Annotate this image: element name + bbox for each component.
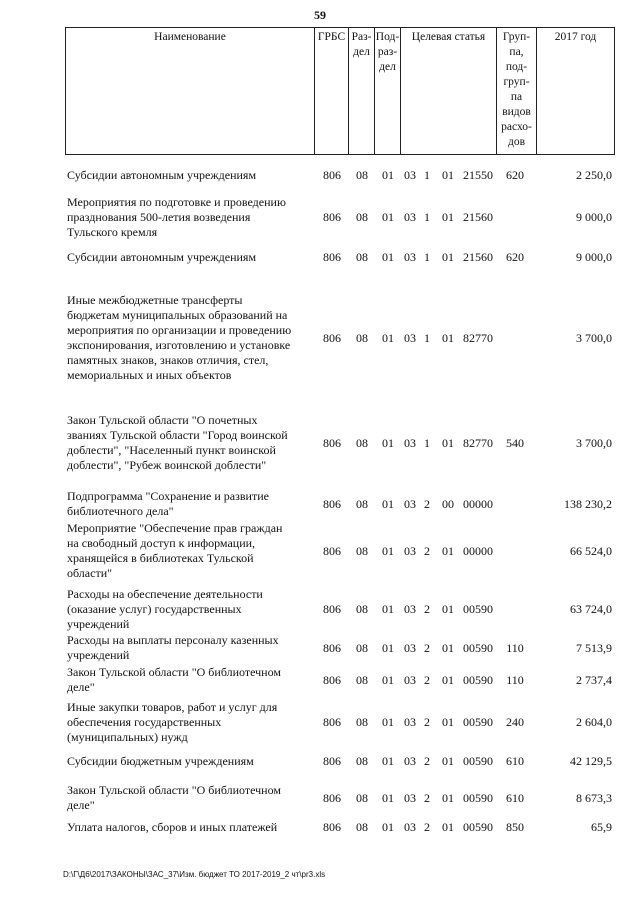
- razdel-cell: 08: [356, 210, 368, 224]
- header-gruppa-line: под-: [505, 61, 528, 73]
- amount-2017-cell: 138 230,2: [564, 497, 612, 511]
- row-name: [67, 489, 309, 519]
- header-gruppa-line: груп-: [503, 76, 530, 88]
- target-article-direction-cell: 00000: [463, 544, 493, 558]
- row-name-line: доблести", "Населенный пункт воинской: [67, 443, 276, 457]
- header-gruppa: [496, 28, 536, 154]
- header-grbs: ГРБС: [314, 28, 348, 154]
- target-article-direction-cell: 00590: [463, 791, 493, 805]
- amount-2017-cell: 9 000,0: [576, 250, 612, 264]
- header-podrazdel: [374, 28, 400, 154]
- target-article-subprogram-cell: 1: [424, 250, 430, 264]
- target-article-direction-cell: 21560: [463, 210, 493, 224]
- target-article-direction-cell: 00590: [463, 715, 493, 729]
- row-name-line: памятных знаков, знаков отличия, стел,: [67, 353, 269, 367]
- header-podrazdel-line: раз-: [377, 46, 398, 58]
- grbs-cell: 806: [323, 544, 341, 558]
- row-name-line: мероприятия по организации и проведению: [67, 323, 292, 337]
- row-name: [67, 754, 309, 769]
- header-gruppa-line: па,: [509, 46, 524, 58]
- target-article-direction-cell: 00590: [463, 641, 493, 655]
- table-row: [0, 413, 640, 473]
- target-article-direction-cell: 00590: [463, 820, 493, 834]
- grbs-cell: 806: [323, 602, 341, 616]
- grbs-cell: 806: [323, 168, 341, 182]
- grbs-cell: 806: [323, 250, 341, 264]
- row-name: [67, 195, 309, 240]
- amount-2017-cell: 66 524,0: [570, 544, 612, 558]
- row-name-line: учреждений: [67, 617, 130, 631]
- row-name: [67, 587, 309, 632]
- podrazdel-cell: 01: [382, 497, 394, 511]
- target-article-measure-cell: 01: [442, 602, 454, 616]
- row-name-line: учреждений: [67, 648, 130, 662]
- razdel-cell: 08: [356, 497, 368, 511]
- row-name-line: Тульского кремля: [67, 225, 158, 239]
- razdel-cell: 08: [356, 715, 368, 729]
- header-year: 2017 год: [536, 28, 614, 154]
- target-article-subprogram-cell: 2: [424, 641, 430, 655]
- row-name-line: Субсидии бюджетным учреждениям: [67, 754, 254, 768]
- row-name-line: Закон Тульской области "О библиотечном: [67, 783, 281, 797]
- amount-2017-cell: 3 700,0: [576, 331, 612, 345]
- row-name-line: на свободный доступ к информации,: [67, 536, 256, 550]
- grbs-cell: 806: [323, 673, 341, 687]
- row-name: [67, 783, 309, 813]
- podrazdel-cell: 01: [382, 544, 394, 558]
- target-article-subprogram-cell: 2: [424, 602, 430, 616]
- expense-group-cell: 620: [506, 168, 524, 182]
- podrazdel-cell: 01: [382, 791, 394, 805]
- row-name-line: Мероприятия по подготовке и проведению: [67, 195, 286, 209]
- table-row: [0, 587, 640, 632]
- target-article-measure-cell: 01: [442, 820, 454, 834]
- header-razdel-line: дел: [353, 46, 370, 58]
- expense-group-cell: 540: [506, 436, 524, 450]
- target-article-direction-cell: 00590: [463, 673, 493, 687]
- podrazdel-cell: 01: [382, 754, 394, 768]
- target-article-program-cell: 03: [404, 497, 416, 511]
- target-article-measure-cell: 01: [442, 168, 454, 182]
- row-name-line: (оказание услуг) государственных: [67, 602, 242, 616]
- razdel-cell: 08: [356, 250, 368, 264]
- row-name-line: Расходы на выплаты персоналу казенных: [67, 633, 279, 647]
- razdel-cell: 08: [356, 544, 368, 558]
- table-row: [0, 700, 640, 745]
- target-article-direction-cell: 21550: [463, 168, 493, 182]
- header-gruppa-line: расхо-: [501, 121, 532, 133]
- razdel-cell: 08: [356, 641, 368, 655]
- header-celevaya-statya: Целевая статья: [400, 28, 496, 154]
- file-path-footer: D:\Г\Д6\2017\ЗАКОНЫ\ЗАС_37\Изм. бюджет ТО 2017-2019_2 чт\pr3.xls: [63, 870, 326, 879]
- target-article-subprogram-cell: 2: [424, 715, 430, 729]
- grbs-cell: 806: [323, 641, 341, 655]
- row-name: [67, 700, 309, 745]
- target-article-program-cell: 03: [404, 715, 416, 729]
- header-gruppa-line: па: [510, 91, 523, 103]
- target-article-program-cell: 03: [404, 436, 416, 450]
- row-name: [67, 168, 309, 183]
- row-name-line: Закон Тульской области "О библиотечном: [67, 665, 281, 679]
- target-article-measure-cell: 01: [442, 544, 454, 558]
- row-name: [67, 521, 309, 581]
- podrazdel-cell: 01: [382, 673, 394, 687]
- target-article-program-cell: 03: [404, 544, 416, 558]
- table-row: [0, 754, 640, 769]
- target-article-measure-cell: 01: [442, 250, 454, 264]
- expense-group-cell: 850: [506, 820, 524, 834]
- target-article-measure-cell: 00: [442, 497, 454, 511]
- target-article-measure-cell: 01: [442, 673, 454, 687]
- row-name-line: Подпрограмма "Сохранение и развитие: [67, 489, 269, 503]
- amount-2017-cell: 63 724,0: [570, 602, 612, 616]
- row-name-line: Закон Тульской области "О почетных: [67, 413, 258, 427]
- row-name-line: Уплата налогов, сборов и иных платежей: [67, 820, 278, 834]
- amount-2017-cell: 7 513,9: [576, 641, 612, 655]
- expense-group-cell: 610: [506, 754, 524, 768]
- row-name-line: празднования 500-летия возведения: [67, 210, 251, 224]
- row-name-line: экспонирования, изготовлению и установке: [67, 338, 291, 352]
- razdel-cell: 08: [356, 331, 368, 345]
- amount-2017-cell: 8 673,3: [576, 791, 612, 805]
- target-article-direction-cell: 82770: [463, 436, 493, 450]
- row-name: [67, 820, 309, 835]
- row-name-line: деле": [67, 798, 95, 812]
- razdel-cell: 08: [356, 673, 368, 687]
- target-article-subprogram-cell: 2: [424, 820, 430, 834]
- target-article-measure-cell: 01: [442, 715, 454, 729]
- table-row: [0, 783, 640, 813]
- row-name-line: (муниципальных) нужд: [67, 730, 188, 744]
- target-article-measure-cell: 01: [442, 436, 454, 450]
- header-razdel: [348, 28, 374, 154]
- target-article-direction-cell: 00590: [463, 602, 493, 616]
- page-number: 59: [314, 8, 326, 22]
- table-row: [0, 293, 640, 383]
- grbs-cell: 806: [323, 754, 341, 768]
- row-name-line: библиотечного дела": [67, 504, 174, 518]
- razdel-cell: 08: [356, 436, 368, 450]
- razdel-cell: 08: [356, 168, 368, 182]
- grbs-cell: 806: [323, 715, 341, 729]
- row-name-line: доблести", "Рубеж воинской доблести": [67, 458, 267, 472]
- amount-2017-cell: 2 604,0: [576, 715, 612, 729]
- table-header: [65, 27, 615, 155]
- table-row: [0, 168, 640, 183]
- expense-group-cell: 610: [506, 791, 524, 805]
- target-article-subprogram-cell: 1: [424, 331, 430, 345]
- podrazdel-cell: 01: [382, 250, 394, 264]
- target-article-subprogram-cell: 1: [424, 168, 430, 182]
- target-article-subprogram-cell: 2: [424, 754, 430, 768]
- row-name: [67, 665, 309, 695]
- grbs-cell: 806: [323, 436, 341, 450]
- target-article-direction-cell: 00000: [463, 497, 493, 511]
- row-name-line: Расходы на обеспечение деятельности: [67, 587, 263, 601]
- razdel-cell: 08: [356, 820, 368, 834]
- amount-2017-cell: 42 129,5: [570, 754, 612, 768]
- grbs-cell: 806: [323, 210, 341, 224]
- podrazdel-cell: 01: [382, 436, 394, 450]
- grbs-cell: 806: [323, 791, 341, 805]
- row-name-line: мемориальных и иных объектов: [67, 368, 232, 382]
- table-row: [0, 820, 640, 835]
- table-row: [0, 250, 640, 265]
- header-gruppa-line: видов: [502, 106, 531, 118]
- table-row: [0, 195, 640, 240]
- row-name-line: хранящейся в библиотеках Тульской: [67, 551, 254, 565]
- grbs-cell: 806: [323, 497, 341, 511]
- amount-2017-cell: 3 700,0: [576, 436, 612, 450]
- expense-group-cell: 110: [506, 673, 524, 687]
- podrazdel-cell: 01: [382, 715, 394, 729]
- row-name-line: Иные межбюджетные трансферты: [67, 293, 243, 307]
- razdel-cell: 08: [356, 754, 368, 768]
- podrazdel-cell: 01: [382, 641, 394, 655]
- row-name-line: Мероприятие "Обеспечение прав граждан: [67, 521, 283, 535]
- header-gruppa-line: Груп-: [502, 31, 531, 43]
- row-name-line: Субсидии автономным учреждениям: [67, 168, 257, 182]
- row-name: [67, 413, 309, 473]
- header-podrazdel-line: Под-: [375, 31, 400, 43]
- target-article-program-cell: 03: [404, 168, 416, 182]
- target-article-program-cell: 03: [404, 210, 416, 224]
- row-name-line: области": [67, 566, 113, 580]
- razdel-cell: 08: [356, 791, 368, 805]
- target-article-subprogram-cell: 2: [424, 673, 430, 687]
- target-article-subprogram-cell: 2: [424, 544, 430, 558]
- row-name-line: бюджетам муниципальных образований на: [67, 308, 288, 322]
- amount-2017-cell: 65,9: [591, 820, 612, 834]
- target-article-subprogram-cell: 2: [424, 497, 430, 511]
- expense-group-cell: 620: [506, 250, 524, 264]
- target-article-program-cell: 03: [404, 820, 416, 834]
- podrazdel-cell: 01: [382, 820, 394, 834]
- header-name: Наименование: [154, 31, 226, 43]
- amount-2017-cell: 2 737,4: [576, 673, 612, 687]
- podrazdel-cell: 01: [382, 331, 394, 345]
- target-article-program-cell: 03: [404, 673, 416, 687]
- header-podrazdel-line: дел: [379, 61, 396, 73]
- target-article-program-cell: 03: [404, 754, 416, 768]
- target-article-direction-cell: 00590: [463, 754, 493, 768]
- amount-2017-cell: 2 250,0: [576, 168, 612, 182]
- podrazdel-cell: 01: [382, 602, 394, 616]
- target-article-measure-cell: 01: [442, 641, 454, 655]
- table-row: [0, 521, 640, 581]
- row-name-line: деле": [67, 680, 95, 694]
- razdel-cell: 08: [356, 602, 368, 616]
- target-article-subprogram-cell: 1: [424, 436, 430, 450]
- row-name-line: обеспечения государственных: [67, 715, 222, 729]
- podrazdel-cell: 01: [382, 210, 394, 224]
- header-gruppa-line: дов: [507, 136, 526, 148]
- row-name-line: Субсидии автономным учреждениям: [67, 250, 257, 264]
- row-name: [67, 633, 309, 663]
- table-row: [0, 633, 640, 663]
- header-razdel-line: Раз-: [351, 31, 372, 43]
- table-row: [0, 489, 640, 519]
- table-row: [0, 665, 640, 695]
- target-article-subprogram-cell: 2: [424, 791, 430, 805]
- expense-group-cell: 110: [506, 641, 524, 655]
- target-article-subprogram-cell: 1: [424, 210, 430, 224]
- target-article-program-cell: 03: [404, 791, 416, 805]
- grbs-cell: 806: [323, 331, 341, 345]
- target-article-program-cell: 03: [404, 331, 416, 345]
- target-article-measure-cell: 01: [442, 210, 454, 224]
- target-article-program-cell: 03: [404, 250, 416, 264]
- target-article-program-cell: 03: [404, 602, 416, 616]
- expense-group-cell: 240: [506, 715, 524, 729]
- target-article-measure-cell: 01: [442, 791, 454, 805]
- target-article-direction-cell: 21560: [463, 250, 493, 264]
- row-name-line: Иные закупки товаров, работ и услуг для: [67, 700, 278, 714]
- grbs-cell: 806: [323, 820, 341, 834]
- podrazdel-cell: 01: [382, 168, 394, 182]
- target-article-measure-cell: 01: [442, 331, 454, 345]
- row-name-line: званиях Тульской области "Город воинской: [67, 428, 288, 442]
- amount-2017-cell: 9 000,0: [576, 210, 612, 224]
- row-name: [67, 250, 309, 265]
- target-article-measure-cell: 01: [442, 754, 454, 768]
- target-article-program-cell: 03: [404, 641, 416, 655]
- row-name: [67, 293, 309, 383]
- target-article-direction-cell: 82770: [463, 331, 493, 345]
